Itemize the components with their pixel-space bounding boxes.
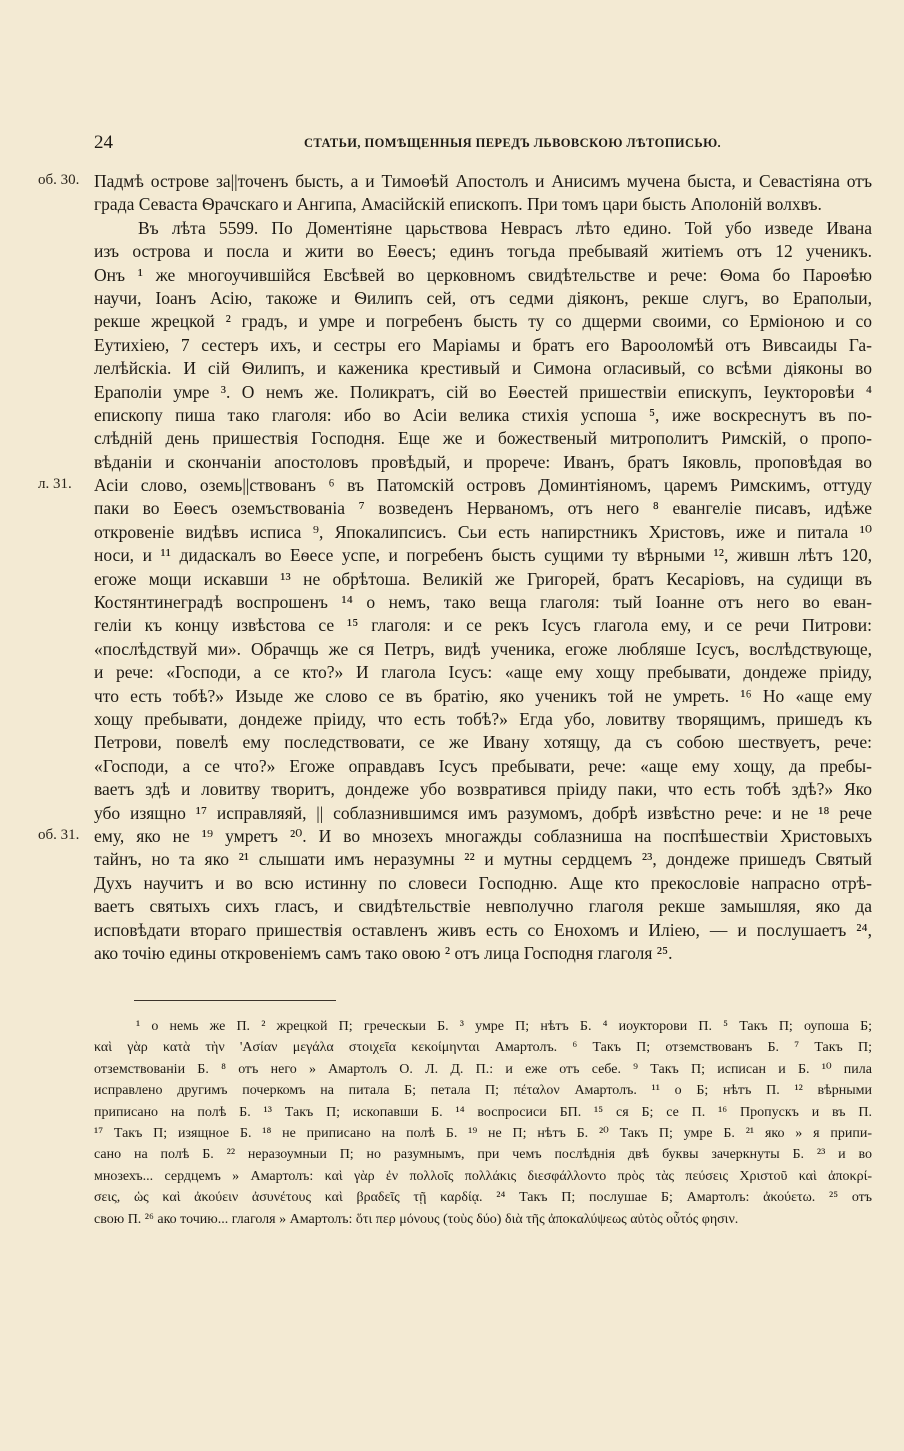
footnote-line: καὶ γὰρ κατὰ τὴν 'Ασίαν μεγάλα στοιχεῖα κεκοίμηνται Амартолъ. ⁶ Такъ П; отземствованъ Б. ⁷ Такъ П;	[94, 1040, 872, 1056]
text-line: Асіи слово, оземь||ствованъ ⁶ въ Патомскій островъ Доминтіяномъ, царемъ Римскимъ, оттуду	[94, 475, 872, 496]
text-line: хощу пребывати, дондеже пріиду, что есть тобѣ?» Егда убо, ловитву творящимъ, пришедъ къ	[94, 708, 872, 729]
text-line: научи, Іоанъ Асію, такоже и Ѳилипъ сей, отъ седми діяконъ, рекше слугъ, во Ераполыи,	[94, 287, 872, 308]
text-line: Еутихіею, 7 сестеръ ихъ, и сестры его Маріамы и братъ его Вароoломѣй отъ Вивсаиды Га-	[94, 334, 872, 355]
footnote-line: ¹⁷ Такъ П; изящное Б. ¹⁸ не приписано на полѣ Б. ¹⁹ не П; нѣтъ Б. ²⁰ Такъ П; умре Б. ²¹ яко » я припи-	[94, 1125, 872, 1141]
text-line: ваетъ святыхъ сихъ гласъ, и свидѣтельствіе невполучно глаголя рекше замышляя, яко да	[94, 896, 872, 917]
text-line: носи, и ¹¹ дидаскалъ во Еѳесе успе, и погребенъ бысть сущими ту вѣрными ¹², жившн лѣтъ 120,	[94, 545, 872, 566]
margin-note-folio: л. 31.	[38, 476, 72, 492]
footnote-line: свою П. ²⁶ ако точию... глаголя » Амартолъ: ὅτι περ μόνους (τοὺς δύο) διὰ τῆς ἀποκαλύψεως αὐτὸς οὗτός φησιν.	[94, 1211, 739, 1227]
main-text	[94, 170, 872, 965]
text-line: паки во Еѳесъ оземъствованіа ⁷ возведенъ Нерваномъ, отъ него ⁸ евангеліе писавъ, идѣже	[94, 498, 872, 519]
text-line: откровеніе видѣвъ исписа ⁹, Япокалипсисъ. Сьи есть напирстникъ Христовъ, иже и питала ¹⁰	[94, 521, 872, 542]
text-line: изъ острова и посла и жити во Еѳесъ; единъ тогьда пребываяй житіемъ отъ 12 ученикъ.	[94, 241, 872, 262]
text-line: геліи къ концу извѣстова се ¹⁵ глаголя: и се рекъ Ісусъ глагола ему, и се речи Питрови:	[94, 615, 872, 636]
text-line: лелѣйскіа. И сій Ѳилипъ, и каженика крестивый и Симона огласивый, со всѣми діяконы во	[94, 358, 872, 379]
footnote-line: мнозехъ... сердцемъ » Амартолъ: καὶ γὰρ ἐν πολλοῖς πολλάκις διεσφάλλοντο πρὸς τὰς πεύσεις Χριστοῦ καὶ ἀποκρί-	[94, 1168, 872, 1184]
text-line: егоже мощи искавши ¹³ не обрѣтоша. Великій же Григорей, братъ Кесаріовъ, на судищи въ	[94, 568, 872, 589]
margin-note-folio: об. 31.	[38, 827, 80, 843]
footnote-line: исправлено другимъ почеркомъ на питала Б; петала П; πέταλον Амартолъ. ¹¹ о Б; нѣтъ П. ¹² вѣрными	[94, 1083, 872, 1099]
margin-note-folio: об. 30.	[38, 172, 80, 188]
text-line: ему, яко не ¹⁹ умретъ ²⁰. И во мнозехъ многажды соблазниша на поспѣшествіи Христовыхъ	[94, 825, 872, 846]
footnote-separator	[134, 1000, 336, 1001]
text-line: «Господи, а се что?» Егоже оправдавъ Ісусъ пребывати, рече: «аще ему хощу, да пребы-	[94, 755, 872, 776]
text-line: града Севаста Ѳрачскаго и Ангипа, Амасійскій епископъ. При томъ цари бысть Аполоній волхвъ.	[94, 194, 822, 215]
running-title: СТАТЬИ, ПОМѢЩЕННЫЯ ПЕРЕДЪ ЛЬВОВСКОЮ ЛѢТОПИСЬЮ.	[304, 136, 722, 150]
text-line: Духъ научитъ и во всю истинну по словеси Господню. Аще кто прекословіе напрасно отрѣ-	[94, 872, 872, 893]
text-line: ако точію едины откровеніемъ самъ тако овою ² отъ лица Господня глаголя ²⁵.	[94, 942, 673, 963]
footnote-line: отземствованіи Б. ⁸ отъ него » Амартолъ О. Л. Д. П.: и еже отъ себе. ⁹ Такъ П; исписан и Б. ¹⁰ пила	[94, 1061, 872, 1077]
footnotes	[94, 1016, 872, 1230]
footnote-line: σεις, ὡς καὶ ἀκούειν ἀσυνέτους καὶ βραδεῖς τῇ καρδίᾳ. ²⁴ Такъ П; послушае Б; Амартолъ: ἀκούετω. ²⁵ отъ	[94, 1190, 872, 1206]
page-number: 24	[94, 132, 113, 153]
text-line: Ераполіи умре ³. О немъ же. Поликратъ, сій во Еѳестей пришествіи епискупъ, Іеукторовѣи ⁴	[94, 381, 872, 402]
text-line: и рече: «Господи, а се кто?» И глагола Ісусъ: «аще ему хощу пребывати, дондеже пріиду,	[94, 662, 872, 683]
text-line: «послѣдствуй ми». Обрачщь же ся Петръ, видѣ ученика, егоже любляше Ісусъ, вослѣдствующе,	[94, 638, 872, 659]
text-line: Костянтинеградѣ воспрошенъ ¹⁴ о немъ, тако веща глаголя: тый Іоанне отъ него во еван-	[94, 592, 872, 613]
text-line: вѣданіи и скончаніи апостоловъ провѣдый, и прорече: Иванъ, братъ Іяковль, проповѣдая во	[94, 451, 872, 472]
text-line: исповѣдати втораго пришествія оставленъ живъ есть со Енохомъ и Иліею, — и послушаетъ ²⁴,	[94, 919, 872, 940]
footnote-line: ¹ о немь же П. ² жрецкой П; греческыи Б. ³ умре П; нѣтъ Б. ⁴ иоукторови П. ⁵ Такъ П; оупоша Б;	[136, 1019, 872, 1034]
page-header	[94, 132, 874, 156]
text-line: Падмѣ острове за||точенъ бысть, а и Тимоѳѣй Апостолъ и Анисимъ мучена быста, и Севастіяна отъ	[94, 171, 872, 191]
text-line: Въ лѣта 5599. По Доментіяне царьствова Неврасъ лѣто едино. Той убо изведе Ивана	[138, 217, 872, 238]
footnote-line: приписано на полѣ Б. ¹³ Такъ П; ископавши Б. ¹⁴ воспросиси БП. ¹⁵ ся Б; се П. ¹⁶ Пропускъ и въ П.	[94, 1104, 872, 1120]
text-line: ваетъ здѣ и ловитву творитъ, дондеже убо возвратився пріиду паки, что есть тобѣ здѣ?» Яко	[94, 779, 872, 800]
text-line: что есть тобѣ?» Изыде же слово се въ братію, яко ученикъ той не умреть. ¹⁶ Но «аще ему	[94, 685, 872, 706]
text-line: тайнъ, но та яко ²¹ слышати имъ неразумны ²² и мутны сердцемъ ²³, дондеже пришедъ Святый	[94, 849, 872, 870]
text-line: убо изящно ¹⁷ исправляяй, || соблазнившимся имъ разумомъ, добрѣ извѣстно рече: и не ¹⁸ рече	[94, 802, 872, 823]
footnote-line: сано на полѣ Б. ²² неразоумныи П; но разумнымъ, при чемъ послѣднія двѣ буквы зачеркнуты Б. ²³ и во	[94, 1147, 872, 1163]
text-line: рекше жрецкой ² градъ, и умре и погребенъ бысть ту со дщерми своими, со Ерміонoю и со	[94, 311, 872, 332]
text-line: слѣдній день пришествія Господня. Еще же и божественый митрополитъ Римскій, о пропо-	[94, 428, 872, 449]
text-line: Онъ ¹ же многоучившійся Евсѣвей во церковномъ свидѣтельстве и рече: Ѳома бо Пароѳѣю	[94, 264, 872, 285]
text-line: Петрови, повелѣ ему последствовати, се же Ивану хотящу, да съ собою шествуетъ, рече:	[94, 732, 872, 753]
text-line: епископу пиша тако глаголя: ибо во Асіи велика стихія успоша ⁵, иже воскреснутъ въ по-	[94, 404, 872, 425]
